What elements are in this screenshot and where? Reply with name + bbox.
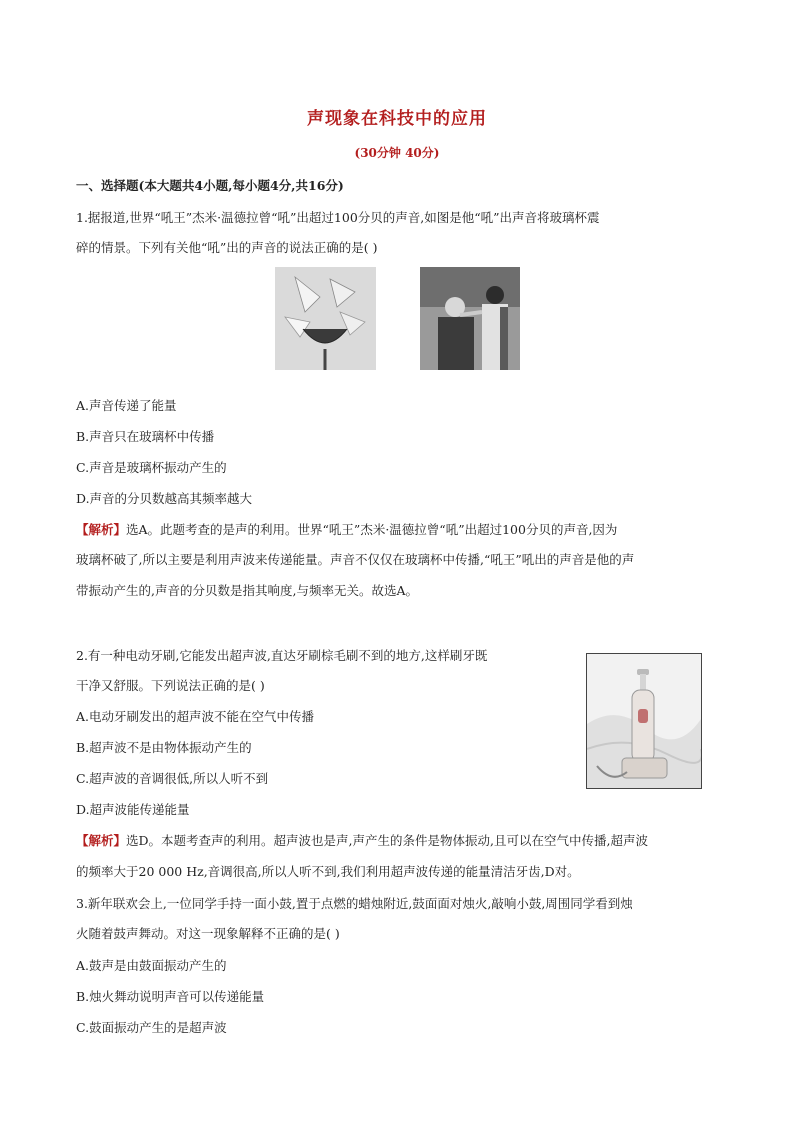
- q1-stem-line2: 碎的情景。下列有关他“吼”出的声音的说法正确的是( ): [76, 240, 378, 255]
- q3-stem-line2: 火随着鼓声舞动。对这一现象解释不正确的是( ): [76, 926, 340, 941]
- q1-option-c: C.声音是玻璃杯振动产生的: [76, 460, 227, 475]
- page-title: 声现象在科技中的应用: [307, 109, 487, 129]
- q1-option-b: B.声音只在玻璃杯中传播: [76, 429, 215, 444]
- q2-option-c: C.超声波的音调很低,所以人听不到: [76, 771, 269, 786]
- q2-stem-line1: 2.有一种电动牙刷,它能发出超声波,直达牙刷棕毛刷不到的地方,这样刷牙既: [76, 648, 488, 663]
- q1-option-d: D.声音的分贝数越高其频率越大: [76, 491, 253, 506]
- q1-image-broken-glass: [275, 267, 376, 370]
- q2-analysis-line2: 的频率大于20 000 Hz,音调很高,所以人听不到,我们利用超声波传递的能量清洁牙齿,D对。: [76, 864, 580, 879]
- q1-analysis-line1: 【解析】选A。此题考查的是声的利用。世界“吼王”杰米·温德拉曾“吼”出超过100分贝的声音,因为: [76, 522, 618, 537]
- q1-analysis-line3: 带振动产生的,声音的分贝数是指其响度,与频率无关。故选A。: [76, 583, 418, 598]
- q2-stem-line2: 干净又舒服。下列说法正确的是( ): [76, 678, 265, 693]
- q1-analysis-line2: 玻璃杯破了,所以主要是利用声波来传递能量。声音不仅仅在玻璃杯中传播,“吼王”吼出的声音是他的声: [76, 552, 635, 567]
- page-subtitle: (30分钟 40分): [354, 146, 440, 160]
- section-heading: 一、选择题(本大题共4小题,每小题4分,共16分): [76, 178, 344, 193]
- q3-option-c: C.鼓面振动产生的是超声波: [76, 1020, 227, 1035]
- q3-option-a: A.鼓声是由鼓面振动产生的: [76, 958, 227, 973]
- q2-option-a: A.电动牙刷发出的超声波不能在空气中传播: [76, 709, 315, 724]
- q1-option-a: A.声音传递了能量: [76, 398, 177, 413]
- q2-option-b: B.超声波不是由物体振动产生的: [76, 740, 252, 755]
- q2-analysis-line1: 【解析】选D。本题考查声的利用。超声波也是声,声产生的条件是物体振动,且可以在空气中传播,超声波: [76, 833, 648, 848]
- analysis-tag: 【解析】: [76, 833, 127, 848]
- q2-option-d: D.超声波能传递能量: [76, 802, 190, 817]
- q3-stem-line1: 3.新年联欢会上,一位同学手持一面小鼓,置于点燃的蜡烛附近,鼓面面对烛火,敲响小鼓,周围同学看到烛: [76, 896, 633, 911]
- analysis-tag: 【解析】: [76, 522, 127, 537]
- q2-image-electric-toothbrush: [586, 653, 702, 789]
- q3-option-b: B.烛火舞动说明声音可以传递能量: [76, 989, 265, 1004]
- q1-image-singer: [420, 267, 520, 370]
- q1-stem-line1: 1.据报道,世界“吼王”杰米·温德拉曾“吼”出超过100分贝的声音,如图是他“吼”出声音将玻璃杯震: [76, 210, 600, 225]
